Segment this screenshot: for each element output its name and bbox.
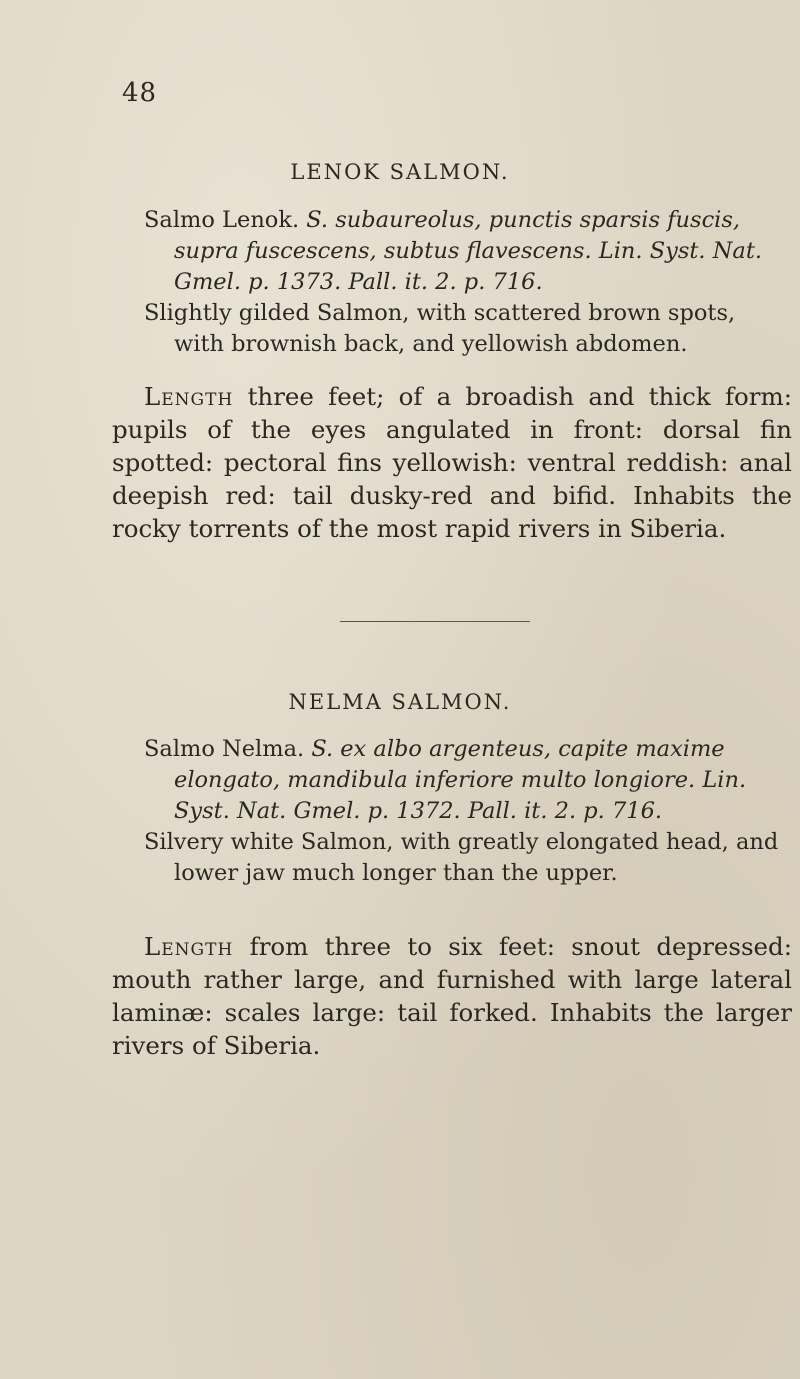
description-text: from three to six feet: snout depressed: mouth rather large, and furnished with large lateral laminæ: scales large: tail forked. Inhabits the larger rivers of Siberia. [112,932,792,1060]
page-number: 48 [122,78,158,108]
synonymy-nelma [144,734,784,889]
description-nelma [112,930,792,1062]
species-name: Salmo Nelma. [144,736,305,762]
section-divider [340,621,530,622]
english-diagnosis: Silvery white Salmon, with greatly elongated head, and lower jaw much longer than the upper. [144,829,779,886]
section-title-lenok: LENOK SALMON. [290,160,510,184]
latin-description: S. subaureolus, punctis sparsis fuscis, supra fuscescens, subtus flavescens. [174,207,741,264]
description-text: three feet; of a broadish and thick form: pupils of the eyes angulated in front: dorsal fin spotted: pectoral fins yellowish: ventral reddish: anal deepish red: tail dusky-red and bifid. Inhabits the rocky torrents of the most rapid rivers in Siberia. [112,382,792,543]
description-paragraph [112,930,792,1062]
english-diagnosis: Slightly gilded Salmon, with scattered brown spots, with brownish back, and yellowish abdomen. [144,300,736,357]
species-name: Salmo Lenok. [144,207,300,233]
description-paragraph [112,380,792,545]
description-lead: Length [144,382,234,411]
description-lenok [112,380,792,545]
latin-description: S. ex albo argenteus, capite maxime elongato, mandibula inferiore multo longiore. [174,736,725,793]
latin-diagnosis [144,734,784,827]
latin-diagnosis [144,205,784,298]
references: Lin. Syst. Nat. Gmel. p. 1373. Pall. it. 2. p. 716. [174,238,763,295]
section-title-nelma: NELMA SALMON. [288,690,512,714]
references: Lin. Syst. Nat. Gmel. p. 1372. Pall. it. 2. p. 716. [174,767,747,824]
synonymy-lenok [144,205,784,360]
description-lead: Length [144,932,234,961]
